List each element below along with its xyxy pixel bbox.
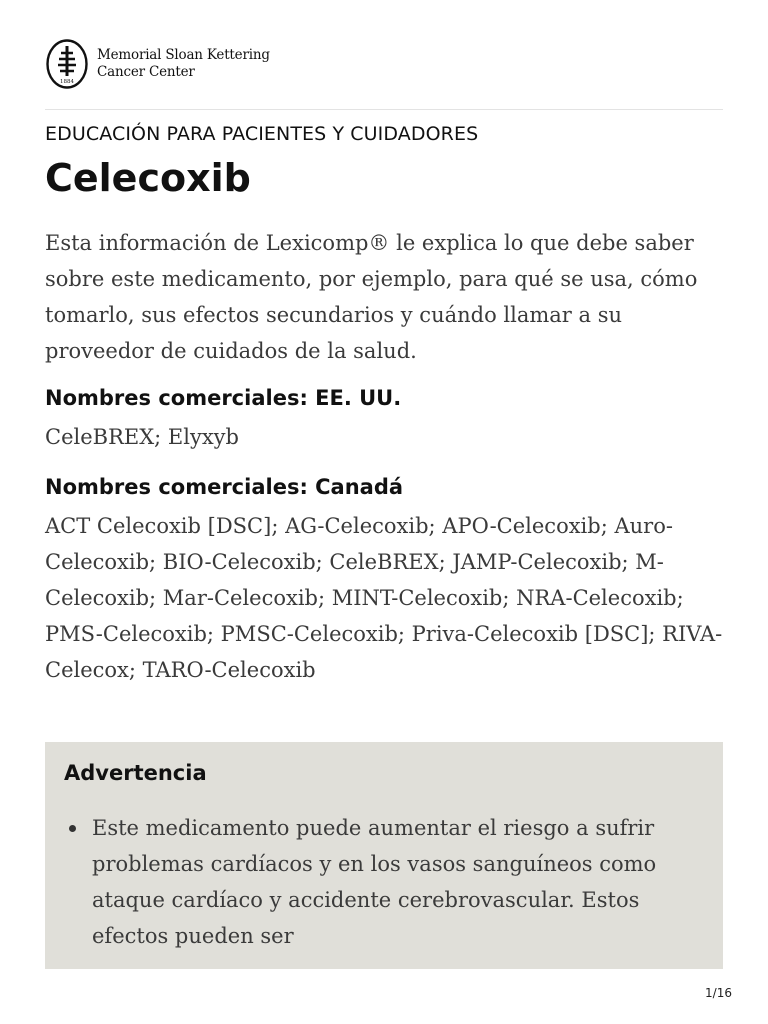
- list-item: [45, 810, 723, 954]
- org-name-line2: Cancer Center: [97, 64, 195, 80]
- header: [45, 38, 270, 90]
- warning-title: Advertencia: [64, 761, 207, 785]
- brand-canada-body: ACT Celecoxib [DSC]; AG-Celecoxib; APO-Celecoxib; Auro-Celecoxib; BIO-Celecoxib; CeleBREX; JAMP-Celecoxib; M-Celecoxib; Mar-Celecoxib; MINT-Celecoxib; NRA-Celecoxib; PMS-Celecoxib; PMSC-Celecoxib; Priva-Celecoxib [DSC]; RIVA-Celecox; TARO-Celecoxib: [45, 514, 723, 682]
- header-divider: [45, 109, 723, 110]
- org-name: [97, 47, 270, 81]
- brand-us-body: CeleBREX; Elyxyb: [45, 425, 239, 449]
- section-eyebrow: EDUCACIÓN PARA PACIENTES Y CUIDADORES: [45, 123, 479, 145]
- warning-item-text: Este medicamento puede aumentar el riesgo a sufrir problemas cardíacos y en los vasos sanguíneos como ataque cardíaco y accidente cerebrovascular. Estos efectos pueden ser: [92, 816, 657, 948]
- logo-year: 1884: [60, 79, 74, 85]
- bullet-icon: [69, 825, 76, 832]
- msk-tree-logo-icon: [45, 38, 89, 90]
- brand-canada-heading: Nombres comerciales: Canadá: [45, 475, 404, 499]
- warning-list: [45, 810, 723, 954]
- brand-us-heading: Nombres comerciales: EE. UU.: [45, 386, 402, 410]
- intro-paragraph: Esta información de Lexicomp® le explica lo que debe saber sobre este medicamento, por ejemplo, para qué se usa, cómo tomarlo, sus efectos secundarios y cuándo llamar a su proveedor de cuidados de la salud.: [45, 231, 698, 363]
- page-title: Celecoxib: [45, 156, 251, 200]
- org-name-line1: Memorial Sloan Kettering: [97, 47, 270, 63]
- warning-box: [45, 742, 723, 969]
- page-number: 1/16: [705, 986, 732, 1000]
